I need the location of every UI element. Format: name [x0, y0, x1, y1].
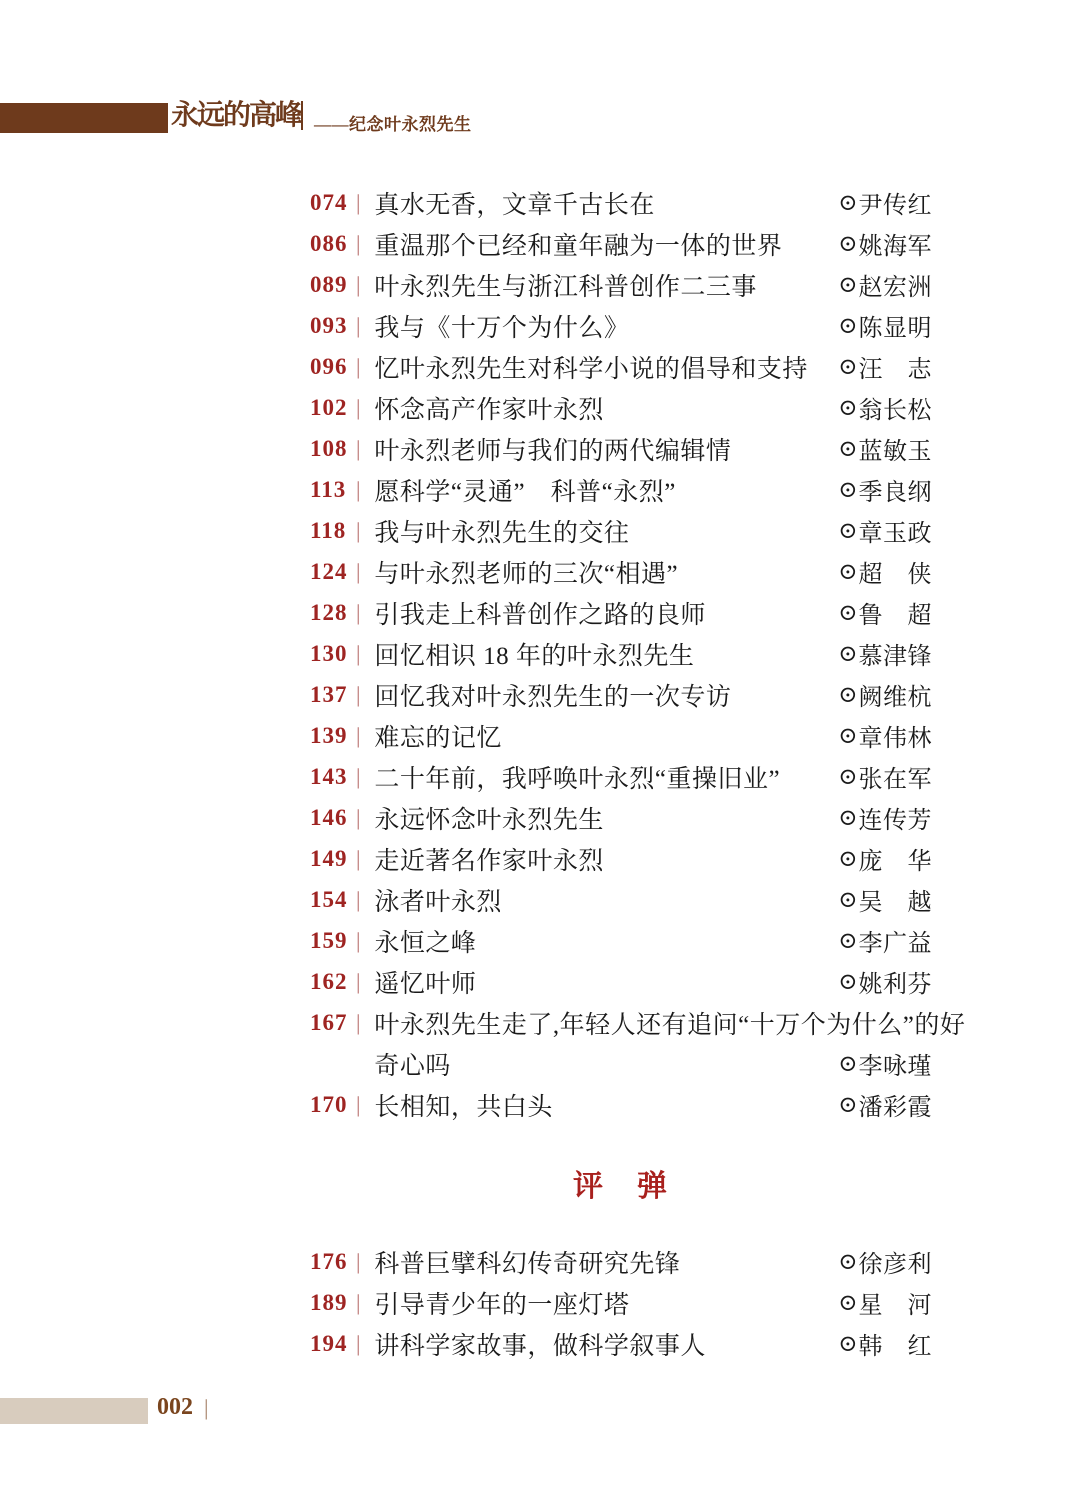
number-separator-icon: | — [356, 886, 360, 912]
author-bullet-icon: ⊙ — [838, 394, 858, 420]
entry-author — [838, 267, 932, 302]
toc-entry-line — [310, 1084, 932, 1125]
book-subtitle: ——纪念叶永烈先生 — [314, 115, 472, 134]
entry-title: 重温那个已经和童年融为一体的世界 — [374, 232, 783, 260]
number-separator-icon: | — [356, 1248, 360, 1274]
entry-title: 回忆相识 18 年的叶永烈先生 — [374, 642, 695, 670]
toc-entry — [310, 838, 932, 879]
entry-author — [838, 841, 932, 876]
number-separator-icon: | — [356, 517, 360, 543]
entry-author — [838, 349, 932, 384]
toc-entry-line — [310, 838, 932, 879]
entry-page-number: 113 — [310, 476, 347, 502]
number-separator-icon: | — [356, 271, 360, 297]
author-name: 连传芳 — [858, 808, 932, 834]
entry-page-number: 074 — [310, 189, 348, 215]
entry-title: 泳者叶永烈 — [374, 888, 502, 916]
entry-page-number: 089 — [310, 271, 348, 297]
entry-title: 忆叶永烈先生对科学小说的倡导和支持 — [374, 355, 808, 383]
number-separator-icon: | — [356, 968, 360, 994]
number-separator-icon: | — [356, 845, 360, 871]
toc-entry-line — [310, 592, 932, 633]
number-separator-icon: | — [356, 804, 360, 830]
entry-page-number: 167 — [310, 1009, 348, 1035]
entry-author — [838, 1244, 932, 1279]
author-bullet-icon: ⊙ — [838, 599, 858, 625]
author-bullet-icon: ⊙ — [838, 1330, 858, 1356]
entry-title: 我与《十万个为什么》 — [374, 314, 630, 342]
toc-entry — [310, 182, 932, 223]
entry-page-number: 162 — [310, 968, 348, 994]
header-divider — [301, 101, 303, 130]
toc-entry — [310, 797, 932, 838]
entry-title: 怀念高产作家叶永烈 — [374, 396, 604, 424]
toc-entry — [310, 1323, 932, 1364]
entry-title: 遥忆叶师 — [374, 970, 477, 998]
toc-entry — [310, 920, 932, 961]
number-separator-icon: | — [356, 1091, 360, 1117]
toc-entry-line — [310, 223, 932, 264]
author-name: 李广益 — [858, 931, 932, 957]
entry-author — [838, 595, 932, 630]
toc-entry — [310, 223, 932, 264]
toc-entry — [310, 469, 932, 510]
entry-page-number: 139 — [310, 722, 348, 748]
entry-page-number: 146 — [310, 804, 348, 830]
toc-entry-line — [310, 674, 932, 715]
author-bullet-icon: ⊙ — [838, 558, 858, 584]
author-name: 章伟林 — [858, 726, 932, 752]
toc-entry-line — [310, 879, 932, 920]
toc-entry-line — [310, 469, 932, 510]
entry-page-number: 137 — [310, 681, 348, 707]
toc-entry — [310, 510, 932, 551]
toc-entry — [310, 428, 932, 469]
entry-author — [838, 1087, 932, 1122]
entry-title: 二十年前，我呼唤叶永烈“重操旧业” — [374, 765, 781, 793]
toc-entry — [310, 1084, 932, 1125]
entry-title: 永恒之峰 — [374, 929, 477, 957]
author-name: 徐彦利 — [858, 1252, 932, 1278]
number-separator-icon: | — [356, 681, 360, 707]
toc-entry — [310, 715, 932, 756]
author-bullet-icon: ⊙ — [838, 1248, 858, 1274]
author-bullet-icon: ⊙ — [838, 886, 858, 912]
toc-entry-line — [310, 182, 932, 223]
number-separator-icon: | — [356, 230, 360, 256]
entry-page-number: 118 — [310, 517, 347, 543]
entry-author — [838, 636, 932, 671]
entry-title: 引我走上科普创作之路的良师 — [374, 601, 706, 629]
footer — [157, 1394, 208, 1421]
entry-page-number: 096 — [310, 353, 348, 379]
entry-title: 叶永烈先生走了,年轻人还有追问“十万个为什么”的好 — [374, 1011, 966, 1039]
author-name: 李咏瑾 — [858, 1054, 932, 1080]
entry-author — [838, 759, 932, 794]
toc-entry — [310, 387, 932, 428]
toc-entry — [310, 674, 932, 715]
entry-author — [838, 800, 932, 835]
author-bullet-icon: ⊙ — [838, 1289, 858, 1315]
entry-page-number: 194 — [310, 1330, 348, 1356]
entry-title: 叶永烈先生与浙江科普创作二三事 — [374, 273, 757, 301]
entry-page-number: 128 — [310, 599, 348, 625]
toc-entry — [310, 592, 932, 633]
toc-entry-line — [310, 715, 932, 756]
entry-title-continued: 奇心吗 — [374, 1052, 451, 1080]
toc-entry-line — [310, 920, 932, 961]
number-separator-icon: | — [356, 599, 360, 625]
entry-author — [838, 390, 932, 425]
toc-entry-line — [310, 797, 932, 838]
author-bullet-icon: ⊙ — [838, 230, 858, 256]
toc-entry-line — [310, 756, 932, 797]
entry-title: 回忆我对叶永烈先生的一次专访 — [374, 683, 732, 711]
entry-author — [838, 718, 932, 753]
toc-entry-line — [310, 1002, 966, 1043]
number-separator-icon: | — [356, 640, 360, 666]
author-name: 蓝敏玉 — [858, 439, 932, 465]
entry-title: 永远怀念叶永烈先生 — [374, 806, 604, 834]
number-separator-icon: | — [356, 1289, 360, 1315]
author-name: 星 河 — [858, 1293, 932, 1319]
author-name: 慕津锋 — [858, 644, 932, 670]
entry-author — [838, 431, 932, 466]
author-bullet-icon: ⊙ — [838, 804, 858, 830]
toc-entry-line — [310, 633, 932, 674]
author-bullet-icon: ⊙ — [838, 845, 858, 871]
section-heading: 评 弹 — [573, 1170, 669, 1203]
author-name: 姚利芬 — [858, 972, 932, 998]
footer-separator-icon: | — [204, 1394, 208, 1420]
number-separator-icon: | — [356, 353, 360, 379]
author-bullet-icon: ⊙ — [838, 640, 858, 666]
author-name: 季良纲 — [858, 480, 932, 506]
toc-entry-line — [310, 387, 932, 428]
toc-entry — [310, 879, 932, 920]
toc-entry-line — [310, 1282, 932, 1323]
entry-title: 我与叶永烈先生的交往 — [374, 519, 630, 547]
entry-page-number: 102 — [310, 394, 348, 420]
entry-page-number: 108 — [310, 435, 348, 461]
author-name: 汪 志 — [858, 357, 932, 383]
entry-page-number: 086 — [310, 230, 348, 256]
toc-entry — [310, 1241, 932, 1282]
entry-title: 与叶永烈老师的三次“相遇” — [374, 560, 679, 588]
number-separator-icon: | — [356, 189, 360, 215]
toc-entry — [310, 346, 932, 387]
entry-author — [838, 513, 932, 548]
toc-entry — [310, 305, 932, 346]
author-bullet-icon: ⊙ — [838, 476, 858, 502]
entry-title: 科普巨擘科幻传奇研究先锋 — [374, 1250, 681, 1278]
author-bullet-icon: ⊙ — [838, 271, 858, 297]
toc-entry-line — [310, 961, 932, 1002]
number-separator-icon: | — [356, 763, 360, 789]
author-bullet-icon: ⊙ — [838, 1091, 858, 1117]
entry-author — [838, 677, 932, 712]
toc-entry — [310, 961, 932, 1002]
entry-title: 走近著名作家叶永烈 — [374, 847, 604, 875]
author-bullet-icon: ⊙ — [838, 763, 858, 789]
entry-author — [838, 1326, 932, 1361]
toc-entry-line — [310, 1241, 932, 1282]
author-bullet-icon: ⊙ — [838, 517, 858, 543]
entry-page-number: 093 — [310, 312, 348, 338]
entry-author — [838, 554, 932, 589]
entry-author — [838, 1046, 932, 1081]
entry-author — [838, 964, 932, 999]
author-name: 陈显明 — [858, 316, 932, 342]
toc-entry — [310, 551, 932, 592]
toc — [310, 182, 966, 1364]
author-name: 超 侠 — [858, 562, 932, 588]
entry-page-number: 143 — [310, 763, 348, 789]
header-accent-bar — [0, 103, 168, 133]
author-name: 庞 华 — [858, 849, 932, 875]
author-bullet-icon: ⊙ — [838, 968, 858, 994]
entry-page-number: 189 — [310, 1289, 348, 1315]
author-name: 吴 越 — [858, 890, 932, 916]
author-name: 赵宏洲 — [858, 275, 932, 301]
author-name: 鲁 超 — [858, 603, 932, 629]
number-separator-icon: | — [356, 312, 360, 338]
toc-entry-line — [310, 428, 932, 469]
entry-title: 难忘的记忆 — [374, 724, 502, 752]
toc-entry-line-continued — [310, 1043, 932, 1084]
entry-page-number: 176 — [310, 1248, 348, 1274]
number-separator-icon: | — [356, 476, 360, 502]
entry-page-number: 130 — [310, 640, 348, 666]
footer-accent-bar — [0, 1398, 148, 1424]
toc-entry-line — [310, 305, 932, 346]
book-title: 永远的高峰 — [171, 100, 302, 131]
entry-page-number: 149 — [310, 845, 348, 871]
entry-author — [838, 308, 932, 343]
toc-entry-line — [310, 551, 932, 592]
entry-author — [838, 472, 932, 507]
author-name: 张在军 — [858, 767, 932, 793]
toc-entry-line — [310, 510, 932, 551]
toc-entry — [310, 633, 932, 674]
toc-entry-line — [310, 264, 932, 305]
entry-page-number: 159 — [310, 927, 348, 953]
author-bullet-icon: ⊙ — [838, 722, 858, 748]
author-name: 翁长松 — [858, 398, 932, 424]
number-separator-icon: | — [356, 722, 360, 748]
entry-title: 长相知，共白头 — [374, 1093, 553, 1121]
author-bullet-icon: ⊙ — [838, 353, 858, 379]
entry-title: 引导青少年的一座灯塔 — [374, 1291, 630, 1319]
toc-entry — [310, 756, 932, 797]
entry-author — [838, 1285, 932, 1320]
toc-entry — [310, 264, 932, 305]
author-bullet-icon: ⊙ — [838, 189, 858, 215]
footer-page-number: 002 — [157, 1394, 193, 1420]
entry-title: 真水无香，文章千古长在 — [374, 191, 655, 219]
author-name: 阙维杭 — [858, 685, 932, 711]
author-name: 章玉政 — [858, 521, 932, 547]
entry-title: 讲科学家故事，做科学叙事人 — [374, 1332, 706, 1360]
author-name: 姚海军 — [858, 234, 932, 260]
entry-author — [838, 226, 932, 261]
entry-page-number: 170 — [310, 1091, 348, 1117]
entry-author — [838, 923, 932, 958]
number-separator-icon: | — [356, 435, 360, 461]
author-bullet-icon: ⊙ — [838, 927, 858, 953]
number-separator-icon: | — [356, 927, 360, 953]
number-separator-icon: | — [356, 1330, 360, 1356]
author-bullet-icon: ⊙ — [838, 435, 858, 461]
number-separator-icon: | — [356, 394, 360, 420]
entry-page-number: 154 — [310, 886, 348, 912]
author-bullet-icon: ⊙ — [838, 681, 858, 707]
author-bullet-icon: ⊙ — [838, 1050, 858, 1076]
entry-title: 叶永烈老师与我们的两代编辑情 — [374, 437, 732, 465]
toc-entry-line — [310, 1323, 932, 1364]
number-separator-icon: | — [356, 558, 360, 584]
number-separator-icon: | — [356, 1009, 360, 1035]
entry-author — [838, 185, 932, 220]
toc-entry — [310, 1282, 932, 1323]
entry-page-number: 124 — [310, 558, 348, 584]
entry-author — [838, 882, 932, 917]
toc-entry — [310, 1002, 966, 1084]
author-bullet-icon: ⊙ — [838, 312, 858, 338]
entry-title: 愿科学“灵通” 科普“永烈” — [374, 478, 676, 506]
author-name: 韩 红 — [858, 1334, 932, 1360]
author-name: 尹传红 — [858, 193, 932, 219]
toc-entry-line — [310, 346, 932, 387]
author-name: 潘彩霞 — [858, 1095, 932, 1121]
